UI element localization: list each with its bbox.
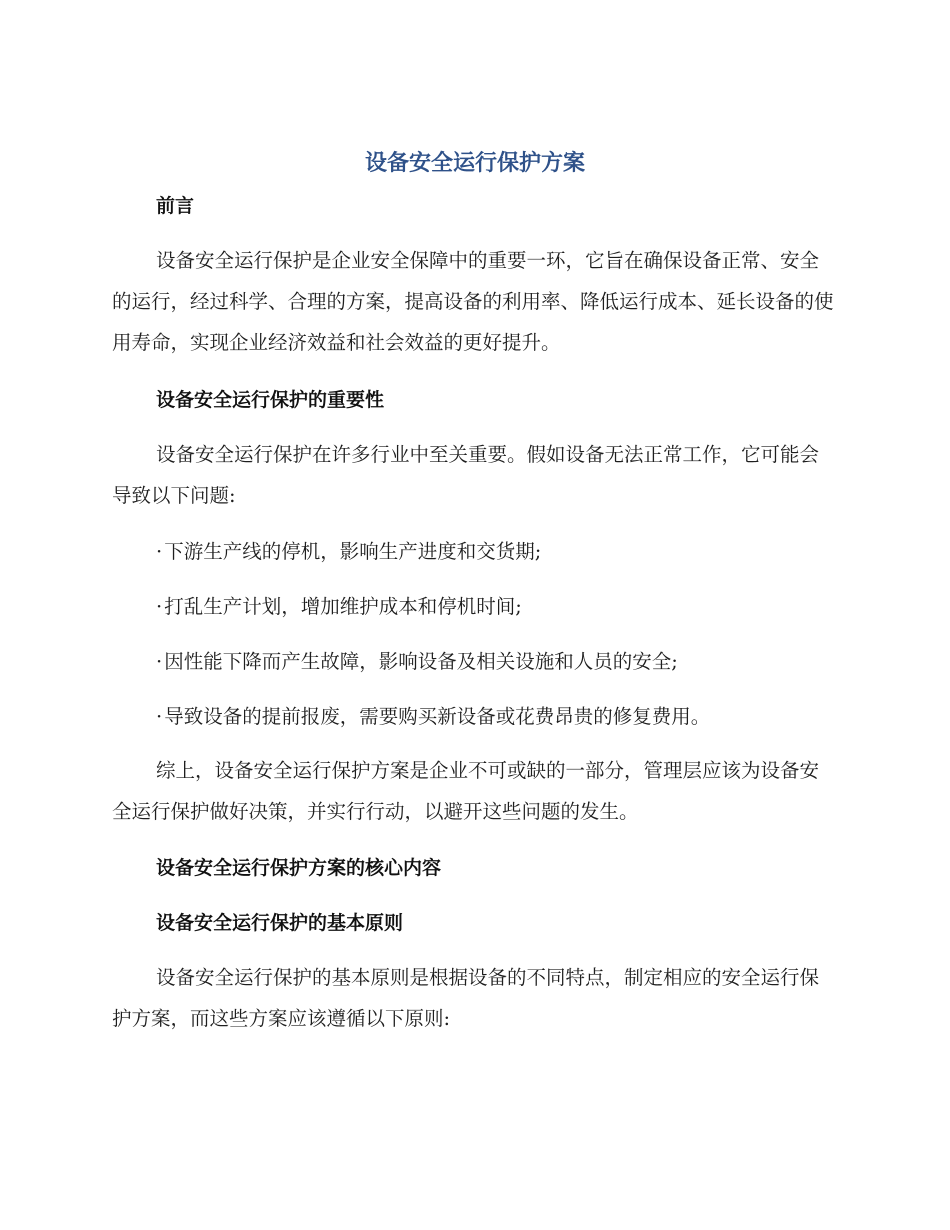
list-item <box>156 648 856 676</box>
list-item-text: 导致设备的提前报废，需要购买新设备或花费昂贵的修复费用。 <box>164 705 711 728</box>
summary-paragraph: 综上，设备安全运行保护方案是企业不可或缺的一部分，管理层应该为设备安全运行保护做好决策，并实行行动，以避开这些问题的发生。 <box>112 759 820 823</box>
importance-paragraph: 设备安全运行保护在许多行业中至关重要。假如设备无法正常工作，它可能会导致以下问题: <box>112 443 820 507</box>
principles-heading: 设备安全运行保护的基本原则 <box>156 912 404 934</box>
core-content-heading: 设备安全运行保护方案的核心内容 <box>156 857 442 879</box>
importance-heading: 设备安全运行保护的重要性 <box>156 389 385 411</box>
document-title: 设备安全运行保护方案 <box>364 151 585 176</box>
preface-paragraph: 设备安全运行保护是企业安全保障中的重要一环，它旨在确保设备正常、安全的运行，经过科学、合理的方案，提高设备的利用率、降低运行成本、延长设备的使用寿命，实现企业经济效益和社会效益的更好提升。 <box>112 249 834 354</box>
principles-paragraph: 设备安全运行保护的基本原则是根据设备的不同特点，制定相应的安全运行保护方案，而这些方案应该遵循以下原则: <box>112 966 820 1030</box>
preface-heading: 前言 <box>156 195 195 217</box>
bullet-marker: · <box>156 540 163 563</box>
bullet-marker: · <box>156 705 163 728</box>
list-item <box>156 703 856 731</box>
list-item-text: 下游生产线的停机，影响生产进度和交货期; <box>164 540 542 563</box>
list-item-text: 打乱生产计划，增加维护成本和停机时间; <box>164 595 522 618</box>
bullet-marker: · <box>156 650 163 673</box>
list-item <box>156 593 856 621</box>
list-item <box>156 538 856 566</box>
list-item-text: 因性能下降而产生故障，影响设备及相关设施和人员的安全; <box>164 650 678 673</box>
bullet-marker: · <box>156 595 163 618</box>
